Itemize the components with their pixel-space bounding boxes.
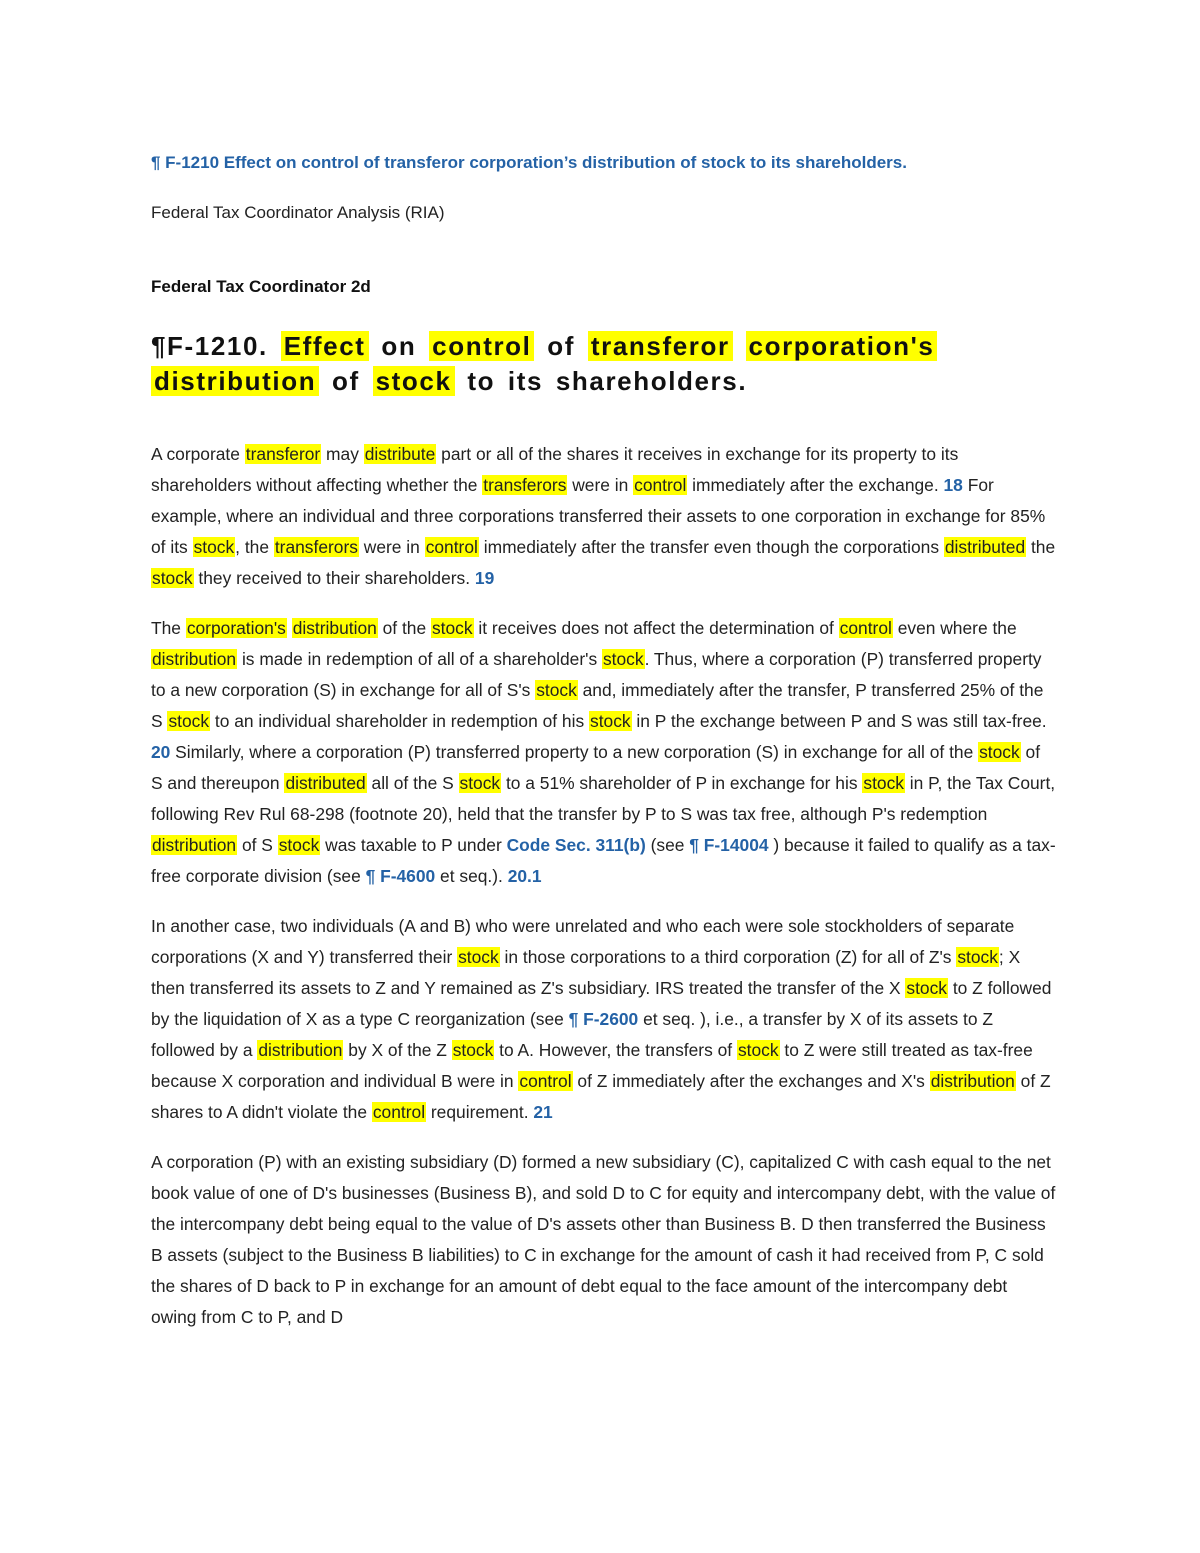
text-run: For example, where an individual and three corporations transferred their assets to one corporation in exchange for 85% of its: [151, 475, 1046, 557]
text-run: even where the: [892, 618, 1017, 638]
document-link-title[interactable]: ¶ F-1210 Effect on control of transferor corporation’s distribution of stock to its shareholders.: [151, 153, 907, 172]
text-run: of Z immediately after the exchanges and X's: [572, 1071, 930, 1091]
text-run: it receives does not affect the determination of: [473, 618, 839, 638]
text-run: of Z shares to A didn't violate the: [151, 1071, 1051, 1122]
cross-ref-link-f4600[interactable]: ¶ F-4600: [365, 866, 436, 886]
highlight: stock: [590, 711, 631, 731]
text-run: in those corporations to a third corporation (Z) for all of Z's: [499, 947, 957, 967]
heading-text: on: [368, 331, 430, 361]
highlight: stock: [737, 1040, 779, 1060]
text-run: in P, the Tax Court, following Rev Rul 68-298 (footnote 20), held that the transfer by P to S was tax free, although P's redemption: [151, 773, 1056, 824]
cross-ref-link-f14004[interactable]: ¶ F-14004: [689, 835, 769, 855]
text-run: of S: [237, 835, 278, 855]
text-run: was taxable to P under: [320, 835, 507, 855]
text-run: were in: [358, 537, 425, 557]
publication-title: Federal Tax Coordinator 2d: [151, 277, 371, 296]
text-run: by X of the Z: [343, 1040, 452, 1060]
text-run: all of the S: [366, 773, 459, 793]
highlight: stock: [459, 773, 501, 793]
heading-text: of: [534, 331, 588, 361]
heading-highlight: corporation's: [746, 331, 938, 361]
highlight: control: [372, 1102, 426, 1122]
highlight: control: [839, 618, 892, 638]
source-line: Federal Tax Coordinator Analysis (RIA): [151, 203, 445, 222]
paragraph-1: [151, 439, 1056, 594]
text-run: in P the exchange between P and S was still tax-free.: [631, 711, 1047, 731]
text-run: of S and thereupon: [151, 742, 1041, 793]
text-run: immediately after the transfer even though the corporations: [478, 537, 944, 557]
heading-highlight: Effect: [281, 331, 369, 361]
paragraph-4: A corporation (P) with an existing subsidiary (D) formed a new subsidiary (C), capitalized C with cash equal to the net book value of one of D's businesses (Business B), and sold D to C for equity and intercompany debt, with the value of the intercompany debt being equal to the value of D's assets other than Business B. D then transferred the Business B assets (subject to the Business B liabilities) to C in exchange for the amount of cash it had received from P, C sold the shares of D back to P in exchange for an amount of debt equal to the face amount of the intercompany debt owing from C to P, and D: [151, 1152, 1056, 1327]
text-run: to a 51% shareholder of P in exchange for his: [501, 773, 863, 793]
text-run: . Thus, where a corporation (P) transferred property to a new corporation (S) in exchange for all of S's: [151, 649, 1042, 700]
highlight: stock: [536, 680, 577, 700]
footnote-link-20-1[interactable]: 20.1: [507, 866, 542, 886]
highlight: stock: [168, 711, 210, 731]
heading-highlight: stock: [373, 366, 455, 396]
text-run: requirement.: [426, 1102, 534, 1122]
text-run: is made in redemption of all of a shareholder's: [237, 649, 602, 669]
text-run: et seq.).: [435, 866, 508, 886]
highlight: stock: [152, 568, 193, 588]
cross-ref-link-f2600[interactable]: ¶ F-2600: [568, 1009, 639, 1029]
text-run: to Z were still treated as tax-free because X corporation and individual B were in: [151, 1040, 1033, 1091]
paragraph-2: [151, 613, 1056, 892]
text-run: The: [151, 618, 186, 638]
highlight: control: [519, 1071, 572, 1091]
text-run: (see: [645, 835, 690, 855]
document-body: [151, 439, 1056, 1352]
highlight: distribute: [364, 444, 436, 464]
heading-highlight: distribution: [151, 366, 319, 396]
text-run: to Z followed by the liquidation of X as a type C reorganization (see: [151, 978, 1052, 1029]
text-run: and, immediately after the transfer, P transferred 25% of the S: [151, 680, 1044, 731]
highlight: stock: [431, 618, 473, 638]
footnote-link-19[interactable]: 19: [474, 568, 495, 588]
highlight: distribution: [152, 835, 237, 855]
highlight: distribution: [292, 618, 377, 638]
text-run: et seq. ), i.e., a transfer by X of its assets to Z followed by a: [151, 1009, 993, 1060]
text-run: they received to their shareholders.: [193, 568, 475, 588]
section-heading: [151, 329, 1056, 399]
text-run: [287, 618, 292, 638]
text-run: to A. However, the transfers of: [494, 1040, 737, 1060]
highlight: stock: [602, 649, 644, 669]
highlight: stock: [458, 947, 499, 967]
text-run: part or all of the shares it receives in exchange for its property to its shareholders without affecting whether the: [151, 444, 959, 495]
text-run: may: [321, 444, 364, 464]
highlight: transferor: [245, 444, 321, 464]
highlight: stock: [957, 947, 998, 967]
highlight: control: [634, 475, 687, 495]
highlight: distribution: [258, 1040, 343, 1060]
text-run: , the: [235, 537, 274, 557]
text-run: immediately after the exchange.: [687, 475, 944, 495]
highlight: distribution: [152, 649, 237, 669]
text-run: Similarly, where a corporation (P) transferred property to a new corporation (S) in exchange for all of the: [170, 742, 979, 762]
footnote-link-21[interactable]: 21: [533, 1102, 553, 1122]
text-run: to an individual shareholder in redemption of his: [210, 711, 589, 731]
heading-section-number: ¶F-1210.: [151, 331, 268, 361]
heading-text: of: [319, 366, 373, 396]
heading-highlight: transferor: [588, 331, 733, 361]
highlight: stock: [193, 537, 235, 557]
text-run: A corporate: [151, 444, 245, 464]
highlight: stock: [906, 978, 947, 998]
text-run: were in: [567, 475, 634, 495]
highlight: control: [425, 537, 478, 557]
footnote-link-18[interactable]: 18: [943, 475, 963, 495]
highlight: stock: [979, 742, 1020, 762]
highlight: transferors: [274, 537, 358, 557]
heading-text: to its shareholders.: [454, 366, 748, 396]
text-run: the: [1026, 537, 1056, 557]
highlight: distributed: [944, 537, 1026, 557]
highlight: stock: [863, 773, 904, 793]
text-run: ; X then transferred its assets to Z and Y remained as Z's subsidiary. IRS treated the transfer of the X: [151, 947, 1021, 998]
text-run: ) because it failed to qualify as a tax-free corporate division (see: [151, 835, 1056, 886]
code-section-link[interactable]: Code Sec. 311(b): [506, 835, 646, 855]
paragraph-3: [151, 911, 1056, 1128]
highlight: stock: [278, 835, 320, 855]
highlight: transferors: [483, 475, 567, 495]
highlight: distribution: [930, 1071, 1015, 1091]
highlight: distributed: [285, 773, 366, 793]
text-run: In another case, two individuals (A and B) who were unrelated and who each were sole stockholders of separate corporations (X and Y) transferred their: [151, 916, 1015, 967]
heading-highlight: control: [429, 331, 534, 361]
text-run: of the: [377, 618, 431, 638]
highlight: corporation's: [186, 618, 286, 638]
footnote-link-20[interactable]: 20: [151, 742, 171, 762]
highlight: stock: [452, 1040, 494, 1060]
